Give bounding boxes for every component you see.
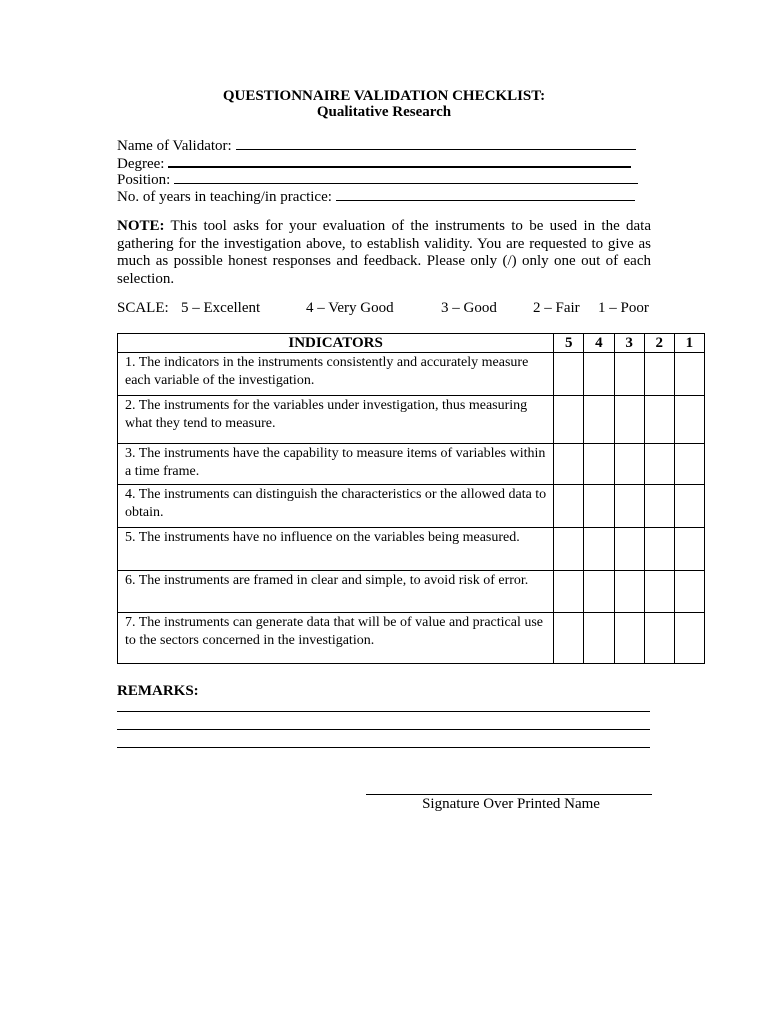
column-header-4: 4	[584, 334, 614, 353]
rating-cell-3[interactable]	[614, 444, 644, 485]
indicator-text: 4. The instruments can distinguish the characteristics or the allowed data to obtain.	[118, 485, 554, 528]
rating-cell-3[interactable]	[614, 528, 644, 571]
rating-cell-1[interactable]	[674, 485, 704, 528]
rating-cell-5[interactable]	[554, 571, 584, 613]
note-text: This tool asks for your evaluation of the instruments to be used in the data gathering for the investigation above, to establish validity. You are requested to give as much as possible honest responses and feedback. Please only (/) only one out of each selection.	[117, 218, 651, 287]
rating-cell-5[interactable]	[554, 528, 584, 571]
rating-cell-4[interactable]	[584, 528, 614, 571]
indicator-text: 1. The indicators in the instruments consistently and accurately measure each variable of the investigation.	[118, 353, 554, 396]
rating-cell-2[interactable]	[644, 571, 674, 613]
degree-line[interactable]	[168, 154, 631, 168]
years-label: No. of years in teaching/in practice:	[117, 189, 332, 205]
rating-cell-2[interactable]	[644, 444, 674, 485]
document-subtitle: Qualitative Research	[316, 104, 452, 120]
scale-2: 2 – Fair	[533, 300, 580, 316]
rating-cell-1[interactable]	[674, 396, 704, 444]
rating-cell-5[interactable]	[554, 485, 584, 528]
indicators-table	[117, 333, 705, 664]
table-row	[118, 444, 705, 485]
years-line[interactable]	[336, 188, 635, 201]
scale-5: 5 – Excellent	[181, 300, 261, 316]
validator-label: Name of Validator:	[117, 138, 232, 154]
indicator-text: 3. The instruments have the capability to measure items of variables within a time frame.	[118, 444, 554, 485]
rating-cell-2[interactable]	[644, 396, 674, 444]
indicator-text: 2. The instruments for the variables under investigation, thus measuring what they tend to measure.	[118, 396, 554, 444]
indicators-header: INDICATORS	[118, 334, 554, 353]
table-row	[118, 353, 705, 396]
table-header-row	[118, 334, 705, 353]
rating-cell-1[interactable]	[674, 528, 704, 571]
column-header-5: 5	[554, 334, 584, 353]
rating-cell-1[interactable]	[674, 613, 704, 664]
note-paragraph	[117, 218, 651, 288]
rating-cell-3[interactable]	[614, 613, 644, 664]
scale-label: SCALE:	[117, 300, 169, 316]
rating-cell-3[interactable]	[614, 353, 644, 396]
rating-cell-2[interactable]	[644, 353, 674, 396]
rating-cell-5[interactable]	[554, 444, 584, 485]
table-row	[118, 571, 705, 613]
table-row	[118, 528, 705, 571]
rating-cell-3[interactable]	[614, 571, 644, 613]
rating-cell-4[interactable]	[584, 485, 614, 528]
position-label: Position:	[117, 172, 171, 188]
scale-3: 3 – Good	[441, 300, 497, 316]
table-row	[118, 485, 705, 528]
remarks-line[interactable]	[117, 711, 650, 712]
rating-cell-5[interactable]	[554, 613, 584, 664]
scale-4: 4 – Very Good	[306, 300, 394, 316]
remarks-label: REMARKS:	[117, 683, 199, 699]
indicator-text: 5. The instruments have no influence on the variables being measured.	[118, 528, 554, 571]
rating-cell-5[interactable]	[554, 396, 584, 444]
scale-1: 1 – Poor	[598, 300, 649, 316]
note-label: NOTE:	[117, 218, 165, 234]
validator-line[interactable]	[236, 137, 636, 150]
table-row	[118, 613, 705, 664]
position-line[interactable]	[174, 171, 638, 184]
column-header-1: 1	[674, 334, 704, 353]
column-header-2: 2	[644, 334, 674, 353]
rating-cell-2[interactable]	[644, 485, 674, 528]
rating-cell-1[interactable]	[674, 444, 704, 485]
table-row	[118, 396, 705, 444]
years-field	[117, 188, 635, 206]
rating-cell-4[interactable]	[584, 444, 614, 485]
rating-cell-1[interactable]	[674, 353, 704, 396]
validator-field	[117, 137, 636, 155]
rating-cell-4[interactable]	[584, 353, 614, 396]
rating-cell-3[interactable]	[614, 396, 644, 444]
signature-label: Signature Over Printed Name	[422, 796, 600, 812]
position-field	[117, 171, 638, 189]
rating-cell-4[interactable]	[584, 613, 614, 664]
rating-cell-2[interactable]	[644, 613, 674, 664]
document-title: QUESTIONNAIRE VALIDATION CHECKLIST:	[222, 88, 546, 104]
rating-cell-4[interactable]	[584, 396, 614, 444]
remarks-line[interactable]	[117, 729, 650, 730]
signature-line[interactable]	[366, 794, 652, 795]
rating-cell-3[interactable]	[614, 485, 644, 528]
rating-cell-2[interactable]	[644, 528, 674, 571]
rating-cell-4[interactable]	[584, 571, 614, 613]
rating-cell-1[interactable]	[674, 571, 704, 613]
indicator-text: 6. The instruments are framed in clear and simple, to avoid risk of error.	[118, 571, 554, 613]
rating-cell-5[interactable]	[554, 353, 584, 396]
column-header-3: 3	[614, 334, 644, 353]
degree-label: Degree:	[117, 156, 165, 172]
remarks-line[interactable]	[117, 747, 650, 748]
indicator-text: 7. The instruments can generate data that will be of value and practical use to the sectors concerned in the investigation.	[118, 613, 554, 664]
